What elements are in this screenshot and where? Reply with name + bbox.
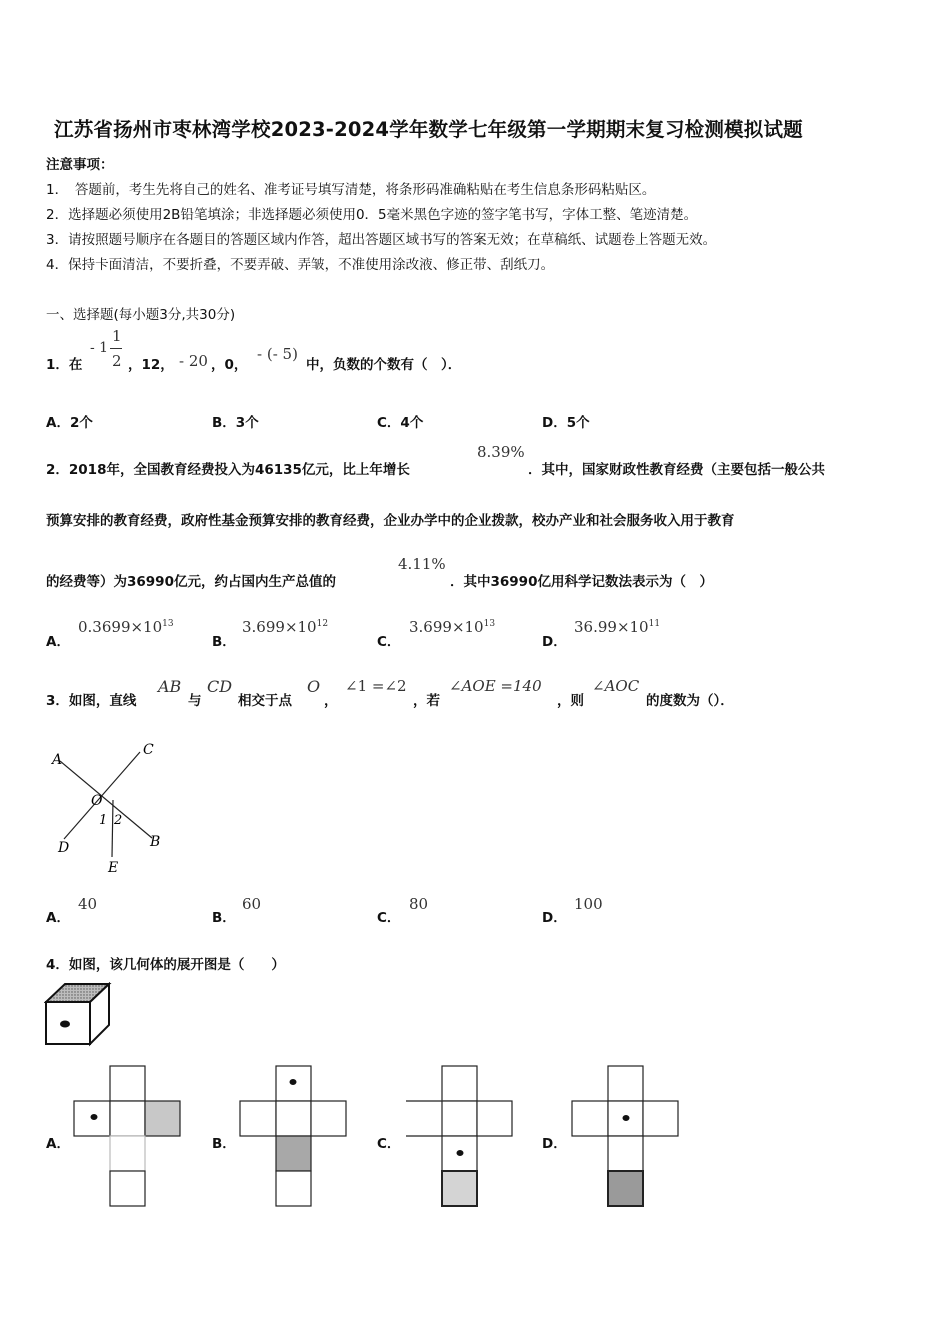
option-b[interactable]: B．3个 (212, 415, 259, 431)
label-c: C (143, 742, 154, 758)
option-c[interactable]: C．4个 (377, 415, 424, 431)
q2-line1-b: ．其中，国家财政性教育经费（主要包括一般公共 (528, 462, 825, 478)
page-title: 江苏省扬州市枣林湾学校2023-2024学年数学七年级第一学期期末复习检测模拟试题 (54, 118, 803, 141)
net-square (477, 1101, 512, 1136)
q3-angle-eq: ∠1 =∠2 (345, 677, 407, 695)
option-d[interactable]: D．5个 (542, 415, 590, 431)
q1-neg-neg-five: - (- 5) (257, 345, 298, 363)
option-b-label[interactable]: B． (212, 910, 236, 926)
q1-neg-twenty: - 20 (179, 352, 208, 370)
label-1: 1 (99, 813, 108, 828)
option-a-net[interactable] (72, 1064, 184, 1212)
section-heading: 一、选择题(每小题3分,共30分) (46, 307, 236, 323)
q1-mid: ，12， (128, 357, 174, 373)
net-dot (91, 1114, 98, 1120)
q2-line1-a: 2．2018年，全国教育经费投入为46135亿元，比上年增长 (46, 462, 410, 478)
notice-item: 4．保持卡面清洁，不要折叠，不要弄破、弄皱，不准使用涂改液、修正带、刮纸刀。 (46, 257, 555, 273)
cube-figure (44, 982, 114, 1048)
q3-p2: 与 (188, 693, 202, 709)
q2-percent-1: 8.39% (477, 443, 525, 461)
label-o: O (91, 793, 103, 809)
q3-p5: ，若 (413, 693, 440, 709)
q4-text: 4．如图，该几何体的展开图是（ ） (46, 957, 285, 973)
net-dot (290, 1079, 297, 1085)
fraction-bar (110, 348, 122, 349)
q1-tail: 中，负数的个数有（ ）． (306, 357, 462, 373)
net-square (110, 1066, 145, 1101)
net-square (442, 1101, 477, 1136)
option-c-value[interactable]: 80 (409, 895, 429, 913)
net-square-shaded (608, 1171, 643, 1206)
q3-p6: ，则 (557, 693, 584, 709)
option-c-label[interactable]: C． (377, 1136, 401, 1152)
notice-item: 2．选择题必须使用2B铅笔填涂；非选择题必须使用0．5毫米黑色字迹的签字笔书写，字体工整、笔迹清楚。 (46, 207, 698, 223)
q3-cd: CD (207, 677, 233, 696)
label-d: D (58, 840, 70, 856)
option-d-value[interactable]: 100 (574, 895, 603, 913)
option-c-label[interactable]: C． (377, 634, 401, 650)
option-b-label[interactable]: B． (212, 634, 236, 650)
label-b: B (150, 834, 161, 850)
net-square (110, 1101, 145, 1136)
net-square-shaded (276, 1136, 311, 1171)
net-square (276, 1101, 311, 1136)
label-e: E (108, 860, 119, 876)
cube-dot (60, 1021, 70, 1028)
notice-item: 3．请按照题号顺序在各题目的答题区域内作答，超出答题区域书写的答案无效；在草稿纸、试题卷上答题无效。 (46, 232, 717, 248)
option-c-value[interactable]: $3.699\times 10^{13}$ (409, 618, 496, 636)
q1-frac-den: 2 (112, 352, 122, 370)
option-c-net[interactable] (404, 1064, 516, 1212)
option-b-net[interactable] (238, 1064, 350, 1212)
q1-mid2: ，0， (211, 357, 248, 373)
net-square (110, 1136, 145, 1171)
option-d-label[interactable]: D． (542, 910, 567, 926)
q3-p3: 相交于点 (238, 693, 292, 709)
option-a[interactable]: A．2个 (46, 415, 93, 431)
q2-line3-a: 的经费等）为36990亿元，约占国内生产总值的 (46, 574, 336, 590)
q2-percent-2: 4.11% (398, 555, 446, 573)
q1-frac-num: 1 (112, 327, 122, 345)
q3-o: O (307, 677, 321, 696)
net-square (608, 1136, 643, 1171)
ray-oe (112, 800, 113, 857)
q3-p1: 3．如图，直线 (46, 693, 137, 709)
option-a-label[interactable]: A． (46, 634, 70, 650)
q2-line3-b: ．其中36990亿用科学记数法表示为（ ） (450, 574, 713, 590)
net-square (240, 1101, 276, 1136)
option-d-net[interactable] (570, 1064, 682, 1212)
option-b-label[interactable]: B． (212, 1136, 236, 1152)
label-a: A (52, 752, 63, 768)
net-square (110, 1171, 145, 1206)
q1-mixed-int: - 1 (90, 340, 109, 356)
net-square-shaded (145, 1101, 180, 1136)
q3-ab: AB (158, 677, 182, 696)
q2-line2: 预算安排的教育经费，政府性基金预算安排的教育经费，企业办学中的企业拨款，校办产业和社会服务收入用于教育 (46, 513, 735, 529)
option-a-value[interactable]: 40 (78, 895, 98, 913)
label-2: 2 (114, 813, 123, 828)
q3-p4: ， (324, 693, 338, 709)
option-d-label[interactable]: D． (542, 634, 567, 650)
net-dot (457, 1150, 464, 1156)
net-square (643, 1101, 678, 1136)
net-dot (623, 1115, 630, 1121)
option-d-value[interactable]: $36.99\times 10^{11}$ (574, 618, 661, 636)
net-square (608, 1066, 643, 1101)
q3-p7: 的度数为（）． (646, 693, 734, 709)
net-square (311, 1101, 346, 1136)
net-square (572, 1101, 608, 1136)
q1-prefix: 1．在 (46, 357, 83, 373)
net-square (442, 1066, 477, 1101)
option-d-label[interactable]: D． (542, 1136, 567, 1152)
net-square-shaded (442, 1171, 477, 1206)
option-b-value[interactable]: 60 (242, 895, 262, 913)
net-square (276, 1171, 311, 1206)
q3-angle-aoe: ∠AOE =140 (449, 677, 542, 695)
notice-item: 1． 答题前，考生先将自己的姓名、准考证号填写清楚，将条形码准确粘贴在考生信息条形码粘贴区。 (46, 182, 656, 198)
q3-angle-aoc: ∠AOC (592, 677, 640, 695)
option-b-value[interactable]: $3.699\times 10^{12}$ (242, 618, 329, 636)
option-a-value[interactable]: $0.3699\times 10^{13}$ (78, 618, 174, 636)
option-c-label[interactable]: C． (377, 910, 401, 926)
net-square (406, 1101, 442, 1136)
q3-figure (46, 735, 176, 880)
notice-heading: 注意事项： (46, 157, 114, 173)
option-a-label[interactable]: A． (46, 910, 70, 926)
option-a-label[interactable]: A． (46, 1136, 70, 1152)
